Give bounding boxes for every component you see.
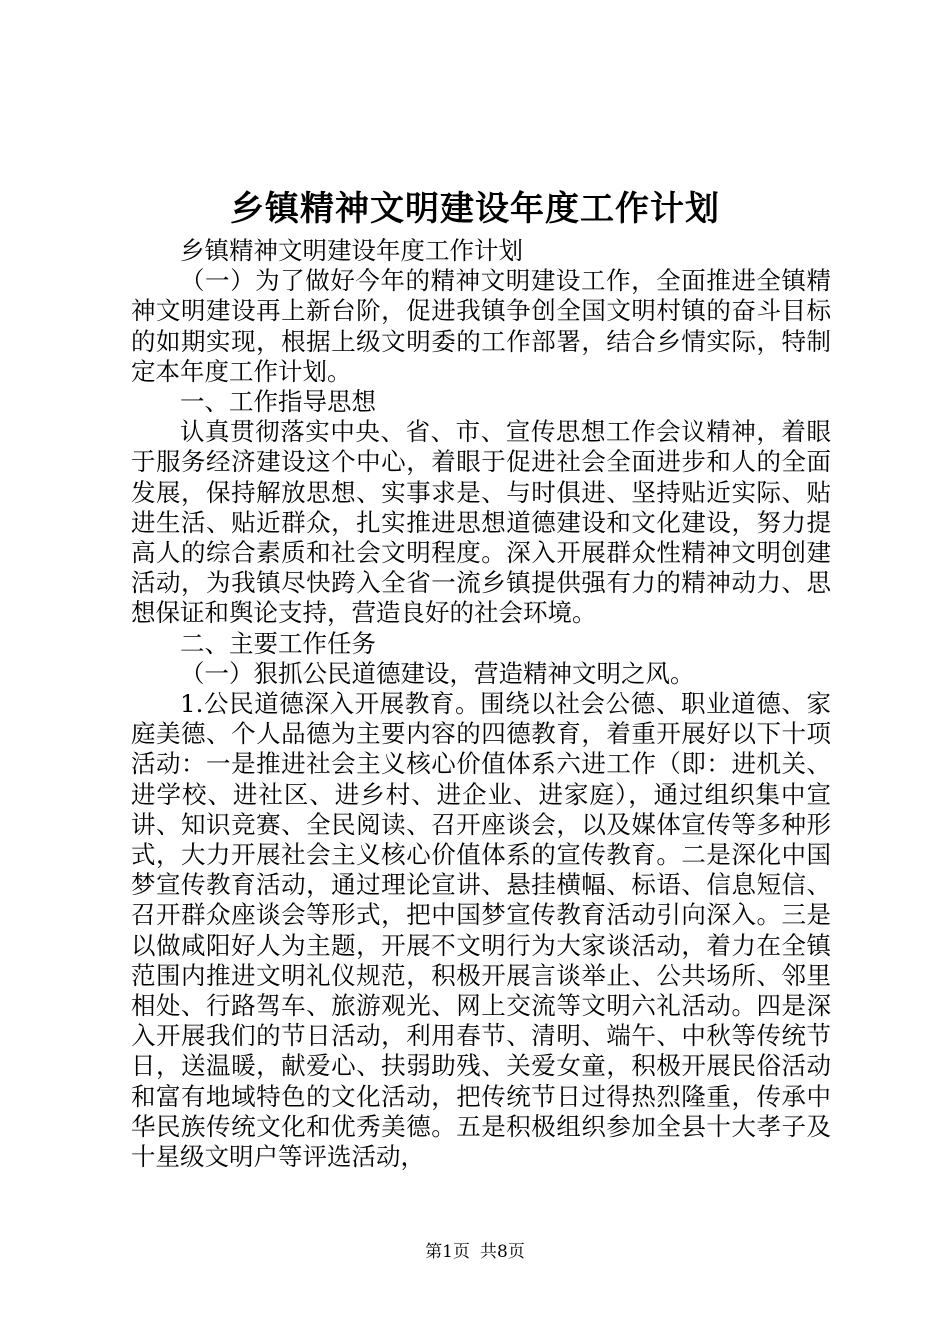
paragraph-intro: （一）为了做好今年的精神文明建设工作，全面推进全镇精神文明建设再上新台阶，促进我镇争创全国文明村镇的奋斗目标的如期实现，根据上级文明委的工作部署，结合乡情实际，特制定本年度工作计划。 — [131, 266, 831, 386]
page-number: 第1页 — [425, 1242, 470, 1262]
paragraph-guiding-thought: 认真贯彻落实中央、省、市、宣传思想工作会议精神，着眼于服务经济建设这个中心，着眼于促进社会全面进步和人的全面发展，保持解放思想、实事求是、与时俱进、坚持贴近实际、贴进生活、贴近群众，扎实推进思想道德建设和文化建设，努力提高人的综合素质和社会文明程度。深入开展群众性精神文明创建活动，为我镇尽快跨入全省一流乡镇提供强有力的精神动力、思想保证和舆论支持，营造良好的社会环境。 — [131, 417, 831, 628]
paragraph-moral-education: 1.公民道德深入开展教育。围绕以社会公德、职业道德、家庭美德、个人品德为主要内容的四德教育，着重开展好以下十项活动：一是推进社会主义核心价值体系六进工作（即：进机关、进学校、进社区、进乡村、进企业、进家庭），通过组织集中宣讲、知识竞赛、全民阅读、召开座谈会，以及媒体宣传等多种形式，大力开展社会主义核心价值体系的宣传教育。二是深化中国梦宣传教育活动，通过理论宣讲、悬挂横幅、标语、信息短信、召开群众座谈会等形式，把中国梦宣传教育活动引向深入。三是以做咸阳好人为主题，开展不文明行为大家谈活动，着力在全镇范围内推进文明礼仪规范，积极开展言谈举止、公共场所、邻里相处、行路驾车、旅游观光、网上交流等文明六礼活动。四是深入开展我们的节日活动，利用春节、清明、端午、中秋等传统节日，送温暖，献爱心、扶弱助残、关爱女童，积极开展民俗活动和富有地域特色的文化活动，把传统节日过得热烈隆重，传承中华民族传统文化和优秀美德。五是积极组织参加全县十大孝子及十星级文明户等评选活动， — [131, 689, 831, 1172]
page-total: 共8页 — [480, 1242, 525, 1262]
document-title: 乡镇精神文明建设年度工作计划 — [230, 189, 720, 229]
section-heading-guiding-thought: 一、工作指导思想 — [180, 387, 376, 417]
page-footer — [0, 1240, 950, 1264]
document-body — [131, 236, 831, 1172]
section-heading-main-tasks: 二、主要工作任务 — [180, 628, 376, 658]
subsection-heading-moral-construction: （一）狠抓公民道德建设，营造精神文明之风。 — [180, 658, 695, 688]
paragraph-subtitle: 乡镇精神文明建设年度工作计划 — [180, 236, 523, 265]
